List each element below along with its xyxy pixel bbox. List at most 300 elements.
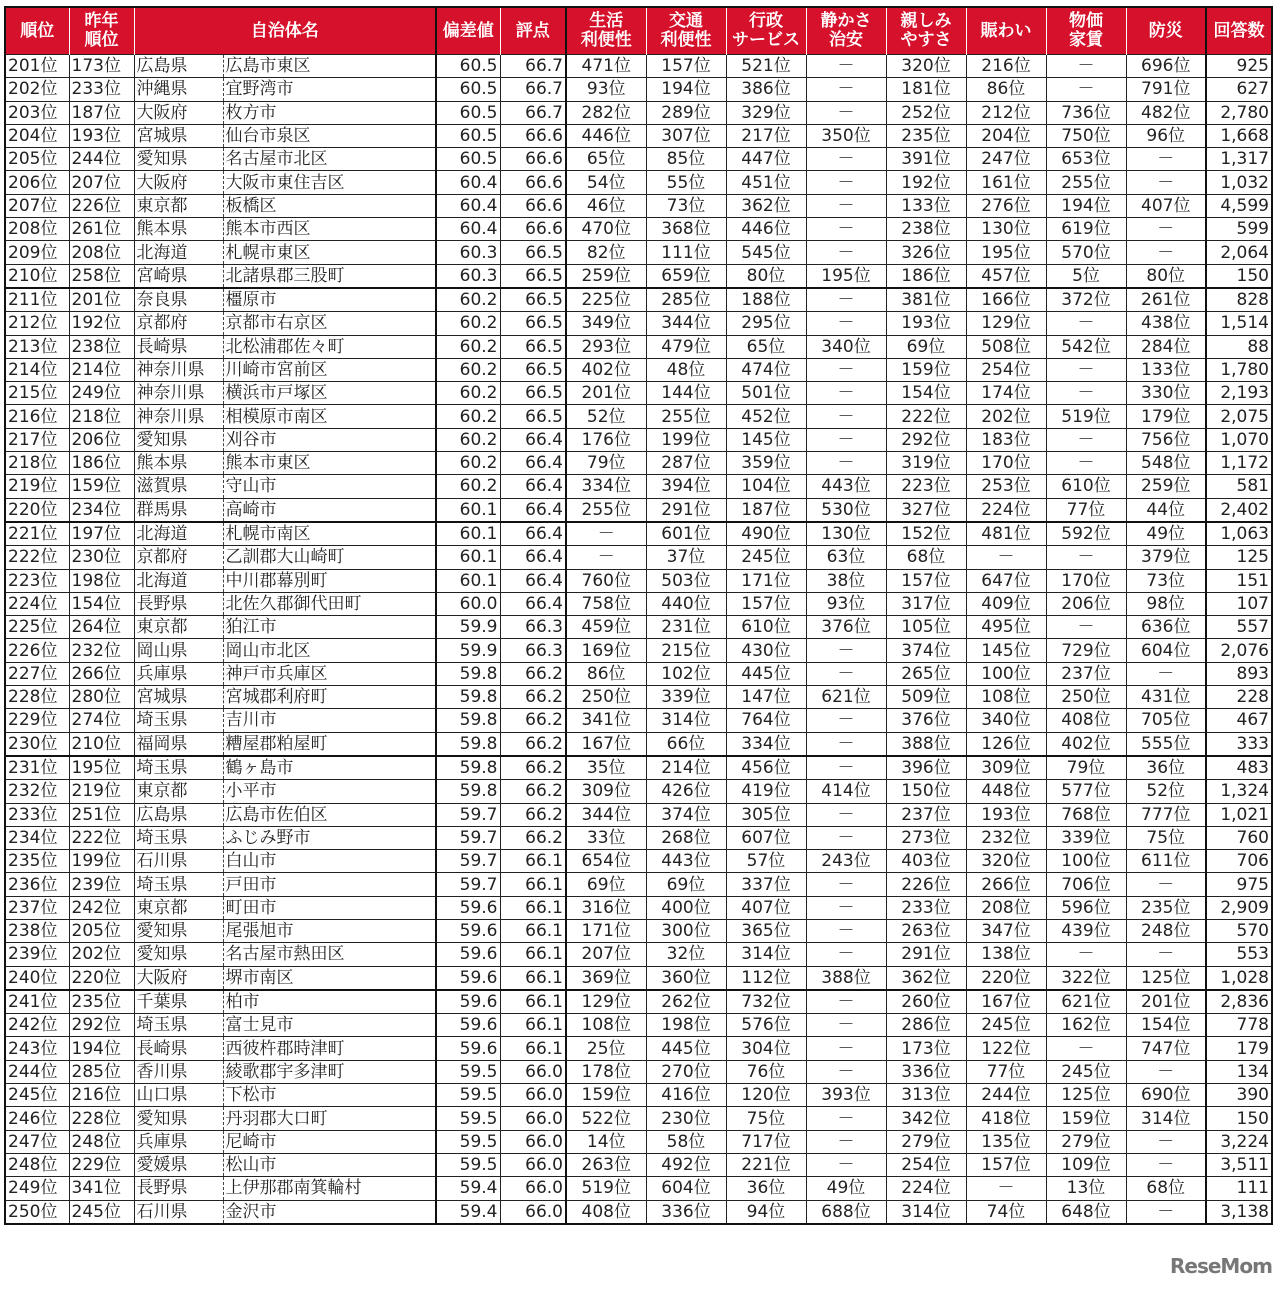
- cell-price-rent: 372位: [1046, 288, 1126, 312]
- cell-transport-convenience: 344位: [646, 312, 726, 335]
- cell-disaster-prevention: 49位: [1126, 522, 1206, 546]
- cell-friendliness: 336位: [886, 1060, 966, 1083]
- cell-liveliness: 86位: [966, 78, 1046, 101]
- cell-living-convenience: 459位: [566, 616, 646, 639]
- cell-last-year-rank: 205位: [69, 919, 134, 942]
- cell-transport-convenience: 268位: [646, 826, 726, 849]
- cell-prefecture: 宮城県: [134, 686, 223, 709]
- header-last-year-rank: 昨年 順位: [69, 7, 134, 55]
- cell-admin-service: 76位: [726, 1060, 806, 1083]
- cell-municipality: ふじみ野市: [223, 826, 436, 849]
- cell-municipality: 金沢市: [223, 1200, 436, 1224]
- cell-admin-service: 157位: [726, 592, 806, 615]
- cell-rank: 246位: [5, 1107, 69, 1130]
- cell-responses: 2,836: [1206, 990, 1272, 1014]
- header-municipality: 自治体名: [134, 7, 436, 55]
- cell-quiet-safety: 49位: [806, 1177, 886, 1200]
- cell-rank: 218位: [5, 452, 69, 475]
- cell-municipality: 北佐久郡御代田町: [223, 592, 436, 615]
- cell-rank: 236位: [5, 873, 69, 896]
- cell-transport-convenience: 659位: [646, 264, 726, 288]
- cell-last-year-rank: 248位: [69, 1130, 134, 1153]
- cell-price-rent: 519位: [1046, 405, 1126, 428]
- cell-transport-convenience: 445位: [646, 1037, 726, 1060]
- cell-prefecture: 千葉県: [134, 990, 223, 1014]
- cell-price-rent: －: [1046, 452, 1126, 475]
- cell-price-rent: 729位: [1046, 639, 1126, 662]
- cell-last-year-rank: 242位: [69, 896, 134, 919]
- cell-price-rent: 339位: [1046, 826, 1126, 849]
- cell-responses: 1,780: [1206, 358, 1272, 381]
- table-row: [5, 990, 1272, 1014]
- cell-quiet-safety: －: [806, 452, 886, 475]
- cell-admin-service: 490位: [726, 522, 806, 546]
- cell-living-convenience: 52位: [566, 405, 646, 428]
- cell-quiet-safety: 38位: [806, 569, 886, 592]
- cell-admin-service: 187位: [726, 498, 806, 522]
- cell-prefecture: 東京都: [134, 616, 223, 639]
- cell-liveliness: 174位: [966, 382, 1046, 405]
- cell-rank: 212位: [5, 312, 69, 335]
- cell-disaster-prevention: 36位: [1126, 756, 1206, 780]
- cell-municipality: 吉川市: [223, 709, 436, 732]
- cell-rank: 247位: [5, 1130, 69, 1153]
- cell-quiet-safety: 688位: [806, 1200, 886, 1224]
- cell-quiet-safety: 393位: [806, 1084, 886, 1107]
- cell-last-year-rank: 233位: [69, 78, 134, 101]
- cell-price-rent: 162位: [1046, 1014, 1126, 1037]
- cell-deviation: 59.8: [436, 780, 500, 803]
- cell-score: 66.4: [500, 592, 566, 615]
- cell-price-rent: 610位: [1046, 475, 1126, 498]
- cell-deviation: 60.3: [436, 241, 500, 264]
- cell-admin-service: 80位: [726, 264, 806, 288]
- cell-transport-convenience: 73位: [646, 194, 726, 217]
- cell-admin-service: 545位: [726, 241, 806, 264]
- cell-liveliness: 253位: [966, 475, 1046, 498]
- cell-admin-service: 456位: [726, 756, 806, 780]
- cell-price-rent: 570位: [1046, 241, 1126, 264]
- table-row: [5, 780, 1272, 803]
- cell-friendliness: 403位: [886, 850, 966, 873]
- cell-deviation: 60.2: [436, 358, 500, 381]
- cell-score: 66.5: [500, 264, 566, 288]
- cell-prefecture: 群馬県: [134, 498, 223, 522]
- cell-responses: 107: [1206, 592, 1272, 615]
- cell-municipality: 北諸県郡三股町: [223, 264, 436, 288]
- cell-transport-convenience: 426位: [646, 780, 726, 803]
- cell-rank: 202位: [5, 78, 69, 101]
- table-row: [5, 335, 1272, 358]
- cell-responses: 599: [1206, 218, 1272, 241]
- cell-price-rent: 109位: [1046, 1153, 1126, 1176]
- cell-liveliness: 320位: [966, 850, 1046, 873]
- cell-score: 66.4: [500, 452, 566, 475]
- cell-transport-convenience: 307位: [646, 124, 726, 147]
- cell-living-convenience: 82位: [566, 241, 646, 264]
- cell-transport-convenience: 291位: [646, 498, 726, 522]
- cell-municipality: 板橋区: [223, 194, 436, 217]
- cell-municipality: 京都市右京区: [223, 312, 436, 335]
- cell-admin-service: 304位: [726, 1037, 806, 1060]
- cell-rank: 219位: [5, 475, 69, 498]
- cell-municipality: 横浜市戸塚区: [223, 382, 436, 405]
- cell-liveliness: 195位: [966, 241, 1046, 264]
- cell-liveliness: 126位: [966, 732, 1046, 756]
- table-row: [5, 1037, 1272, 1060]
- cell-price-rent: 750位: [1046, 124, 1126, 147]
- cell-prefecture: 神奈川県: [134, 382, 223, 405]
- cell-municipality: 守山市: [223, 475, 436, 498]
- cell-price-rent: 77位: [1046, 498, 1126, 522]
- cell-last-year-rank: 244位: [69, 148, 134, 171]
- cell-disaster-prevention: 201位: [1126, 990, 1206, 1014]
- cell-responses: 228: [1206, 686, 1272, 709]
- cell-friendliness: 326位: [886, 241, 966, 264]
- cell-rank: 249位: [5, 1177, 69, 1200]
- table-row: [5, 592, 1272, 615]
- cell-price-rent: －: [1046, 358, 1126, 381]
- cell-score: 66.3: [500, 616, 566, 639]
- cell-responses: 893: [1206, 662, 1272, 685]
- cell-score: 66.7: [500, 55, 566, 78]
- cell-score: 66.6: [500, 171, 566, 194]
- cell-liveliness: 457位: [966, 264, 1046, 288]
- cell-municipality: 広島市佐伯区: [223, 803, 436, 826]
- cell-deviation: 60.4: [436, 194, 500, 217]
- cell-score: 66.2: [500, 780, 566, 803]
- cell-last-year-rank: 230位: [69, 546, 134, 569]
- cell-liveliness: 135位: [966, 1130, 1046, 1153]
- cell-price-rent: 648位: [1046, 1200, 1126, 1224]
- cell-deviation: 60.2: [436, 475, 500, 498]
- cell-transport-convenience: 368位: [646, 218, 726, 241]
- cell-responses: 1,172: [1206, 452, 1272, 475]
- cell-municipality: 下松市: [223, 1084, 436, 1107]
- cell-score: 66.1: [500, 873, 566, 896]
- cell-living-convenience: 263位: [566, 1153, 646, 1176]
- cell-deviation: 60.5: [436, 148, 500, 171]
- cell-friendliness: 105位: [886, 616, 966, 639]
- cell-rank: 215位: [5, 382, 69, 405]
- cell-admin-service: 334位: [726, 732, 806, 756]
- cell-deviation: 60.5: [436, 55, 500, 78]
- cell-admin-service: 120位: [726, 1084, 806, 1107]
- cell-quiet-safety: －: [806, 709, 886, 732]
- cell-admin-service: 314位: [726, 943, 806, 966]
- cell-admin-service: 764位: [726, 709, 806, 732]
- cell-friendliness: 313位: [886, 1084, 966, 1107]
- cell-living-convenience: 65位: [566, 148, 646, 171]
- cell-responses: 1,514: [1206, 312, 1272, 335]
- cell-price-rent: －: [1046, 78, 1126, 101]
- cell-transport-convenience: 374位: [646, 803, 726, 826]
- cell-living-convenience: 309位: [566, 780, 646, 803]
- cell-living-convenience: 255位: [566, 498, 646, 522]
- table-row: [5, 569, 1272, 592]
- cell-liveliness: 448位: [966, 780, 1046, 803]
- cell-responses: 925: [1206, 55, 1272, 78]
- cell-score: 66.0: [500, 1177, 566, 1200]
- cell-municipality: 鶴ヶ島市: [223, 756, 436, 780]
- cell-responses: 1,668: [1206, 124, 1272, 147]
- cell-disaster-prevention: －: [1126, 1060, 1206, 1083]
- cell-responses: 483: [1206, 756, 1272, 780]
- cell-liveliness: 481位: [966, 522, 1046, 546]
- cell-responses: 2,064: [1206, 241, 1272, 264]
- cell-liveliness: 161位: [966, 171, 1046, 194]
- cell-prefecture: 宮崎県: [134, 264, 223, 288]
- cell-deviation: 59.5: [436, 1130, 500, 1153]
- cell-prefecture: 山口県: [134, 1084, 223, 1107]
- cell-liveliness: 202位: [966, 405, 1046, 428]
- cell-admin-service: 75位: [726, 1107, 806, 1130]
- cell-admin-service: 217位: [726, 124, 806, 147]
- cell-municipality: 狛江市: [223, 616, 436, 639]
- cell-last-year-rank: 192位: [69, 312, 134, 335]
- cell-rank: 241位: [5, 990, 69, 1014]
- cell-last-year-rank: 202位: [69, 943, 134, 966]
- cell-responses: 134: [1206, 1060, 1272, 1083]
- cell-quiet-safety: －: [806, 405, 886, 428]
- cell-living-convenience: 171位: [566, 919, 646, 942]
- cell-living-convenience: 86位: [566, 662, 646, 685]
- cell-price-rent: 79位: [1046, 756, 1126, 780]
- cell-friendliness: 388位: [886, 732, 966, 756]
- cell-rank: 243位: [5, 1037, 69, 1060]
- cell-responses: 150: [1206, 264, 1272, 288]
- cell-quiet-safety: 376位: [806, 616, 886, 639]
- cell-friendliness: 68位: [886, 546, 966, 569]
- cell-municipality: 仙台市泉区: [223, 124, 436, 147]
- cell-transport-convenience: 37位: [646, 546, 726, 569]
- cell-price-rent: 279位: [1046, 1130, 1126, 1153]
- cell-price-rent: 245位: [1046, 1060, 1126, 1083]
- cell-admin-service: 445位: [726, 662, 806, 685]
- cell-deviation: 59.4: [436, 1200, 500, 1224]
- cell-quiet-safety: －: [806, 896, 886, 919]
- cell-score: 66.6: [500, 124, 566, 147]
- cell-quiet-safety: －: [806, 358, 886, 381]
- cell-deviation: 60.3: [436, 264, 500, 288]
- cell-deviation: 60.0: [436, 592, 500, 615]
- cell-responses: 1,021: [1206, 803, 1272, 826]
- table-row: [5, 546, 1272, 569]
- cell-last-year-rank: 234位: [69, 498, 134, 522]
- cell-friendliness: 69位: [886, 335, 966, 358]
- cell-prefecture: 広島県: [134, 803, 223, 826]
- cell-admin-service: 112位: [726, 966, 806, 990]
- cell-liveliness: 193位: [966, 803, 1046, 826]
- cell-admin-service: 521位: [726, 55, 806, 78]
- cell-deviation: 59.6: [436, 1037, 500, 1060]
- cell-transport-convenience: 416位: [646, 1084, 726, 1107]
- cell-living-convenience: 758位: [566, 592, 646, 615]
- cell-rank: 250位: [5, 1200, 69, 1224]
- cell-quiet-safety: 350位: [806, 124, 886, 147]
- cell-responses: 1,063: [1206, 522, 1272, 546]
- cell-prefecture: 滋賀県: [134, 475, 223, 498]
- cell-deviation: 59.6: [436, 943, 500, 966]
- cell-quiet-safety: －: [806, 1014, 886, 1037]
- cell-last-year-rank: 214位: [69, 358, 134, 381]
- cell-transport-convenience: 214位: [646, 756, 726, 780]
- cell-friendliness: 233位: [886, 896, 966, 919]
- cell-quiet-safety: －: [806, 241, 886, 264]
- cell-rank: 223位: [5, 569, 69, 592]
- cell-rank: 245位: [5, 1084, 69, 1107]
- cell-price-rent: －: [1046, 428, 1126, 451]
- cell-disaster-prevention: 52位: [1126, 780, 1206, 803]
- cell-responses: 975: [1206, 873, 1272, 896]
- cell-friendliness: 226位: [886, 873, 966, 896]
- cell-responses: 2,076: [1206, 639, 1272, 662]
- cell-municipality: 丹羽郡大口町: [223, 1107, 436, 1130]
- cell-score: 66.2: [500, 686, 566, 709]
- cell-living-convenience: 293位: [566, 335, 646, 358]
- cell-liveliness: 129位: [966, 312, 1046, 335]
- cell-transport-convenience: 58位: [646, 1130, 726, 1153]
- cell-admin-service: 610位: [726, 616, 806, 639]
- cell-deviation: 59.8: [436, 686, 500, 709]
- header-living-convenience: 生活 利便性: [566, 7, 646, 55]
- cell-liveliness: 138位: [966, 943, 1046, 966]
- cell-friendliness: 260位: [886, 990, 966, 1014]
- cell-friendliness: 254位: [886, 1153, 966, 1176]
- table-row: [5, 873, 1272, 896]
- cell-disaster-prevention: 235位: [1126, 896, 1206, 919]
- cell-living-convenience: 408位: [566, 1200, 646, 1224]
- cell-rank: 204位: [5, 124, 69, 147]
- cell-liveliness: 254位: [966, 358, 1046, 381]
- cell-living-convenience: 654位: [566, 850, 646, 873]
- cell-rank: 217位: [5, 428, 69, 451]
- cell-living-convenience: 334位: [566, 475, 646, 498]
- cell-disaster-prevention: 482位: [1126, 101, 1206, 124]
- table-row: [5, 919, 1272, 942]
- cell-responses: 828: [1206, 288, 1272, 312]
- table-row: [5, 732, 1272, 756]
- header-rank: 順位: [5, 7, 69, 55]
- cell-rank: 237位: [5, 896, 69, 919]
- cell-score: 66.1: [500, 919, 566, 942]
- cell-deviation: 59.9: [436, 616, 500, 639]
- table-row: [5, 709, 1272, 732]
- cell-last-year-rank: 280位: [69, 686, 134, 709]
- cell-friendliness: 319位: [886, 452, 966, 475]
- cell-transport-convenience: 289位: [646, 101, 726, 124]
- cell-disaster-prevention: 604位: [1126, 639, 1206, 662]
- cell-friendliness: 381位: [886, 288, 966, 312]
- cell-admin-service: 36位: [726, 1177, 806, 1200]
- cell-quiet-safety: 530位: [806, 498, 886, 522]
- cell-prefecture: 熊本県: [134, 452, 223, 475]
- cell-prefecture: 東京都: [134, 194, 223, 217]
- cell-quiet-safety: －: [806, 218, 886, 241]
- cell-score: 66.1: [500, 1014, 566, 1037]
- cell-transport-convenience: 230位: [646, 1107, 726, 1130]
- cell-friendliness: 286位: [886, 1014, 966, 1037]
- cell-admin-service: 171位: [726, 569, 806, 592]
- cell-price-rent: 439位: [1046, 919, 1126, 942]
- cell-deviation: 59.8: [436, 756, 500, 780]
- cell-transport-convenience: 336位: [646, 1200, 726, 1224]
- cell-last-year-rank: 226位: [69, 194, 134, 217]
- cell-last-year-rank: 220位: [69, 966, 134, 990]
- table-row: [5, 312, 1272, 335]
- cell-deviation: 60.1: [436, 522, 500, 546]
- cell-disaster-prevention: 431位: [1126, 686, 1206, 709]
- cell-score: 66.5: [500, 241, 566, 264]
- cell-transport-convenience: 503位: [646, 569, 726, 592]
- cell-living-convenience: 522位: [566, 1107, 646, 1130]
- cell-prefecture: 宮城県: [134, 124, 223, 147]
- cell-living-convenience: 69位: [566, 873, 646, 896]
- cell-price-rent: －: [1046, 546, 1126, 569]
- cell-price-rent: 125位: [1046, 1084, 1126, 1107]
- table-row: [5, 101, 1272, 124]
- cell-transport-convenience: 231位: [646, 616, 726, 639]
- cell-municipality: 川崎市宮前区: [223, 358, 436, 381]
- cell-rank: 234位: [5, 826, 69, 849]
- cell-transport-convenience: 262位: [646, 990, 726, 1014]
- cell-score: 66.0: [500, 1060, 566, 1083]
- cell-responses: 627: [1206, 78, 1272, 101]
- cell-responses: 1,028: [1206, 966, 1272, 990]
- cell-prefecture: 愛知県: [134, 919, 223, 942]
- table-row: [5, 498, 1272, 522]
- cell-transport-convenience: 215位: [646, 639, 726, 662]
- cell-prefecture: 大阪府: [134, 101, 223, 124]
- cell-last-year-rank: 194位: [69, 1037, 134, 1060]
- cell-living-convenience: 35位: [566, 756, 646, 780]
- cell-deviation: 59.4: [436, 1177, 500, 1200]
- cell-liveliness: 77位: [966, 1060, 1046, 1083]
- cell-liveliness: 247位: [966, 148, 1046, 171]
- cell-liveliness: 309位: [966, 756, 1046, 780]
- cell-prefecture: 神奈川県: [134, 405, 223, 428]
- cell-last-year-rank: 199位: [69, 850, 134, 873]
- cell-friendliness: 279位: [886, 1130, 966, 1153]
- cell-deviation: 59.8: [436, 732, 500, 756]
- cell-score: 66.4: [500, 428, 566, 451]
- cell-rank: 211位: [5, 288, 69, 312]
- cell-price-rent: 402位: [1046, 732, 1126, 756]
- cell-prefecture: 東京都: [134, 896, 223, 919]
- cell-disaster-prevention: 611位: [1126, 850, 1206, 873]
- cell-prefecture: 熊本県: [134, 218, 223, 241]
- cell-living-convenience: 250位: [566, 686, 646, 709]
- header-liveliness: 賑わい: [966, 7, 1046, 55]
- cell-quiet-safety: －: [806, 101, 886, 124]
- cell-prefecture: 埼玉県: [134, 1014, 223, 1037]
- cell-rank: 231位: [5, 756, 69, 780]
- cell-quiet-safety: －: [806, 826, 886, 849]
- cell-score: 66.4: [500, 498, 566, 522]
- cell-quiet-safety: －: [806, 428, 886, 451]
- cell-transport-convenience: 111位: [646, 241, 726, 264]
- cell-friendliness: 252位: [886, 101, 966, 124]
- cell-quiet-safety: －: [806, 382, 886, 405]
- cell-score: 66.7: [500, 78, 566, 101]
- cell-living-convenience: 519位: [566, 1177, 646, 1200]
- cell-deviation: 59.5: [436, 1060, 500, 1083]
- cell-municipality: 宜野湾市: [223, 78, 436, 101]
- cell-responses: 150: [1206, 1107, 1272, 1130]
- cell-disaster-prevention: －: [1126, 241, 1206, 264]
- cell-rank: 205位: [5, 148, 69, 171]
- cell-living-convenience: 344位: [566, 803, 646, 826]
